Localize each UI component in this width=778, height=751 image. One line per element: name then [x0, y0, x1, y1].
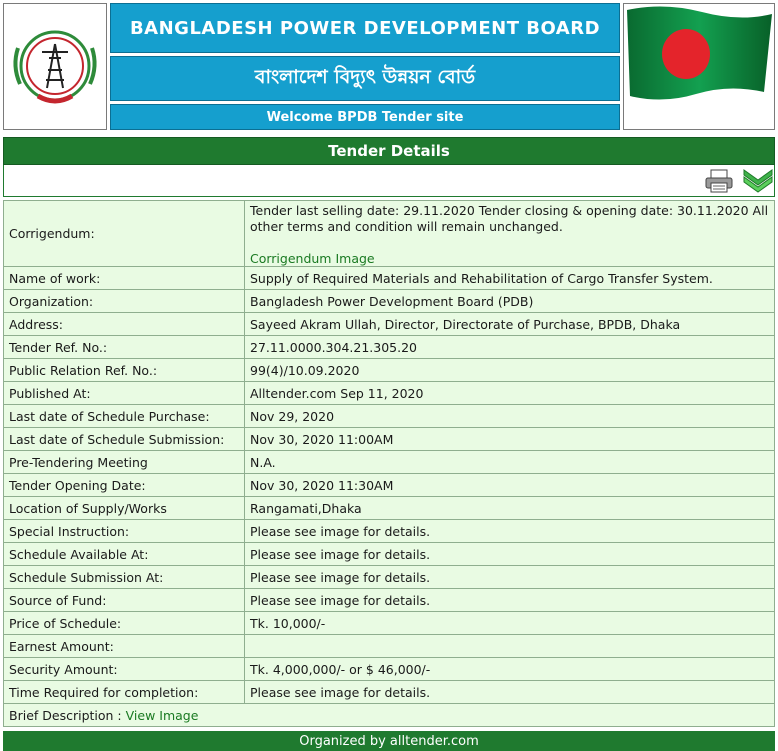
row-value: 99(4)/10.09.2020 [245, 359, 775, 382]
table-row [4, 658, 775, 681]
brief-description-row [4, 704, 775, 727]
row-value: Nov 30, 2020 11:30AM [245, 474, 775, 497]
row-value: Please see image for details. [245, 589, 775, 612]
brief-description-label: Brief Description : [9, 707, 122, 723]
row-value: Alltender.com Sep 11, 2020 [245, 382, 775, 405]
printer-icon[interactable] [704, 168, 734, 194]
row-label: Pre-Tendering Meeting [4, 451, 245, 474]
table-row [4, 290, 775, 313]
table-row [4, 336, 775, 359]
table-row [4, 267, 775, 290]
table-row [4, 589, 775, 612]
row-label: Price of Schedule: [4, 612, 245, 635]
welcome-text: Welcome BPDB Tender site [110, 104, 620, 130]
row-value: Rangamati,Dhaka [245, 497, 775, 520]
row-label: Organization: [4, 290, 245, 313]
corrigendum-cell [245, 201, 775, 267]
table-row [4, 635, 775, 658]
bangladesh-flag-icon [624, 4, 774, 129]
table-row [4, 543, 775, 566]
row-label: Special Instruction: [4, 520, 245, 543]
toolbar [3, 165, 775, 197]
footer: Organized by alltender.com [3, 731, 775, 751]
corrigendum-text: Tender last selling date: 29.11.2020 Tender closing & opening date: 30.11.2020 All other terms and condition will remain unchanged. [250, 203, 769, 234]
site-header [0, 0, 778, 134]
row-label: Last date of Schedule Submission: [4, 428, 245, 451]
row-label: Name of work: [4, 267, 245, 290]
row-value: Supply of Required Materials and Rehabilitation of Cargo Transfer System. [245, 267, 775, 290]
bpdb-logo [3, 3, 107, 130]
section-heading: Tender Details [3, 137, 775, 165]
bpdb-emblem-icon [4, 4, 106, 129]
site-title-bangla: বাংলাদেশ বিদ্যুৎ উন্নয়ন বোর্ড [110, 56, 620, 101]
row-value: Bangladesh Power Development Board (PDB) [245, 290, 775, 313]
row-value: N.A. [245, 451, 775, 474]
row-value: 27.11.0000.304.21.305.20 [245, 336, 775, 359]
site-title-english: BANGLADESH POWER DEVELOPMENT BOARD [110, 3, 620, 53]
row-label: Tender Opening Date: [4, 474, 245, 497]
row-label: Earnest Amount: [4, 635, 245, 658]
row-label: Public Relation Ref. No.: [4, 359, 245, 382]
row-label: Tender Ref. No.: [4, 336, 245, 359]
table-row [4, 428, 775, 451]
corrigendum-image-link[interactable]: Corrigendum Image [250, 251, 375, 266]
table-row [4, 451, 775, 474]
table-row [4, 474, 775, 497]
tender-details-table [3, 200, 775, 727]
table-row [4, 382, 775, 405]
table-row [4, 612, 775, 635]
row-value: Sayeed Akram Ullah, Director, Directorate of Purchase, BPDB, Dhaka [245, 313, 775, 336]
table-row [4, 201, 775, 267]
row-label: Schedule Submission At: [4, 566, 245, 589]
tender-details-section [3, 137, 775, 727]
table-row [4, 497, 775, 520]
row-label: Security Amount: [4, 658, 245, 681]
row-label: Time Required for completion: [4, 681, 245, 704]
table-row [4, 566, 775, 589]
row-label: Source of Fund: [4, 589, 245, 612]
row-value: Nov 30, 2020 11:00AM [245, 428, 775, 451]
row-value: Please see image for details. [245, 681, 775, 704]
row-value: Tk. 10,000/- [245, 612, 775, 635]
table-row [4, 405, 775, 428]
row-value: Please see image for details. [245, 520, 775, 543]
table-row [4, 681, 775, 704]
download-arrows-icon[interactable] [742, 168, 772, 194]
table-row [4, 313, 775, 336]
row-value [245, 635, 775, 658]
table-row [4, 520, 775, 543]
row-label: Published At: [4, 382, 245, 405]
row-label: Location of Supply/Works [4, 497, 245, 520]
row-label: Last date of Schedule Purchase: [4, 405, 245, 428]
row-value: Tk. 4,000,000/- or $ 46,000/- [245, 658, 775, 681]
row-label: Address: [4, 313, 245, 336]
row-value: Please see image for details. [245, 543, 775, 566]
row-label: Corrigendum: [4, 201, 245, 267]
row-value: Nov 29, 2020 [245, 405, 775, 428]
row-label: Schedule Available At: [4, 543, 245, 566]
view-image-link[interactable]: View Image [125, 707, 199, 723]
flag-panel [623, 3, 775, 130]
row-value: Please see image for details. [245, 566, 775, 589]
table-row [4, 359, 775, 382]
